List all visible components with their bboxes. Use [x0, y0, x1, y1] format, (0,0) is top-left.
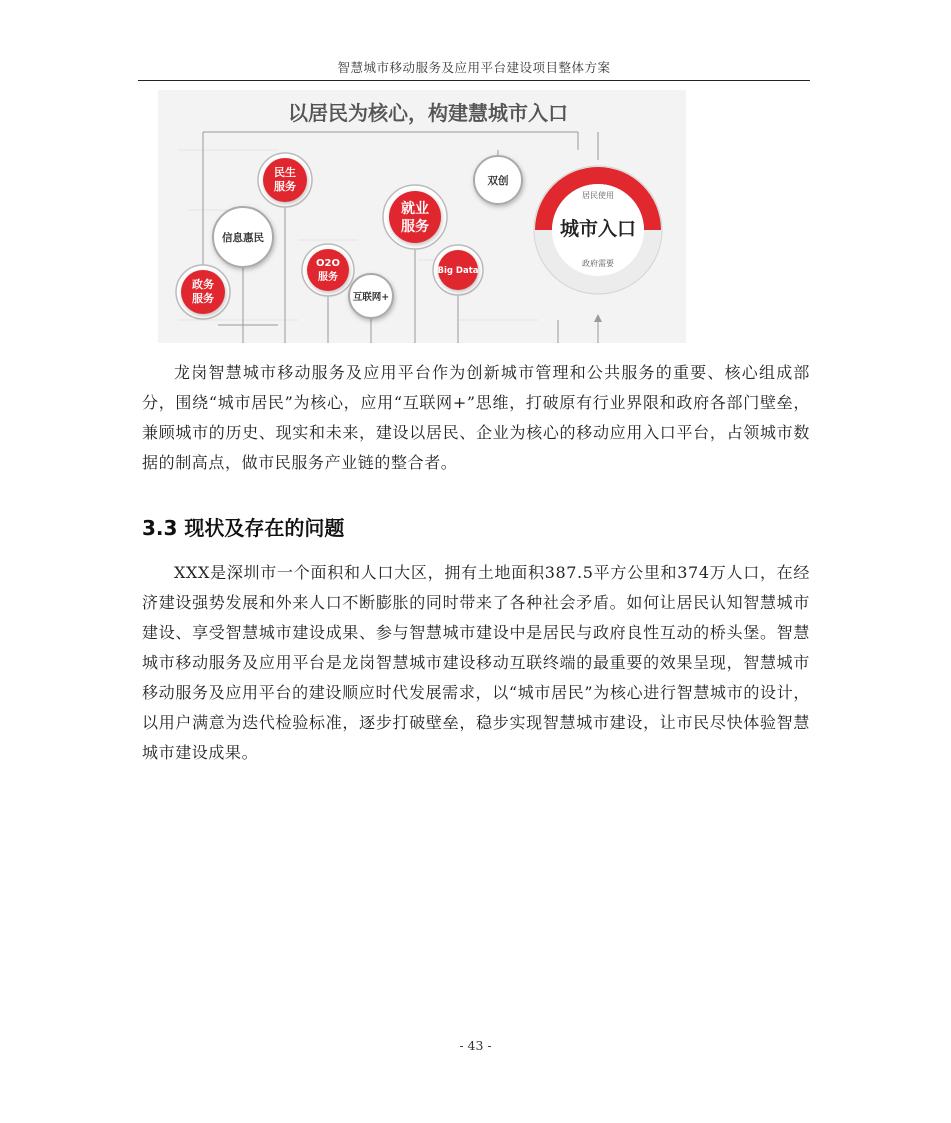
hub-city-entrance: [534, 166, 662, 294]
page-header: [138, 56, 810, 81]
section-number: 3.3: [142, 516, 178, 540]
figure-diagram: [158, 90, 686, 343]
node-xinxi-label: 信息惠民: [222, 232, 264, 244]
node-zhengwu-line2: 服务: [192, 292, 214, 305]
node-minsheng-line2: 服务: [274, 180, 296, 193]
node-hulianwang-label: 互联网+: [352, 292, 390, 303]
node-shuangchuang-label: 双创: [487, 175, 509, 187]
figure-title: 以居民为核心，构建慧城市入口: [288, 101, 568, 125]
node-hulianwang: [349, 274, 393, 318]
node-jiuye: [383, 185, 447, 249]
hub-top-label: 居民使用: [582, 191, 614, 200]
node-minsheng-line1: 民生: [274, 166, 296, 179]
node-jiuye-line1: 就业: [401, 201, 429, 217]
node-bigdata: [433, 245, 483, 295]
node-bigdata-label: Big Data: [437, 266, 479, 276]
header-title: 智慧城市移动服务及应用平台建设项目整体方案: [337, 60, 611, 75]
paragraph-intro: 龙岗智慧城市移动服务及应用平台作为创新城市管理和公共服务的重要、核心组成部分，围绕“城市居民”为核心，应用“互联网+”思维，打破原有行业界限和政府各部门壁垒，兼顾城市的历史、现实和未来，建设以居民、企业为核心的移动应用入口平台，占领城市数据的制高点，做市民服务产业链的整合者。: [142, 363, 810, 472]
node-jiuye-line2: 服务: [401, 219, 429, 235]
node-xinxi: [213, 207, 273, 267]
section-title: 现状及存在的问题: [184, 516, 345, 540]
node-zhengwu: [176, 265, 230, 319]
node-minsheng: [258, 153, 312, 207]
node-shuangchuang: [474, 156, 522, 204]
node-o2o-line2: 服务: [318, 272, 338, 283]
node-zhengwu-line1: 政务: [192, 278, 214, 291]
node-o2o: [302, 244, 354, 296]
figure-city-entrance: [158, 90, 686, 343]
hub-main-label: 城市入口: [559, 218, 637, 240]
node-o2o-line1: O2O: [316, 258, 340, 269]
page-number: - 43 -: [459, 1038, 492, 1053]
paragraph-status: XXX是深圳市一个面积和人口大区，拥有土地面积387.5平方公里和374万人口，在经济建设强势发展和外来人口不断膨胀的同时带来了各种社会矛盾。如何让居民认知智慧城市建设、享受智慧城市建设成果、参与智慧城市建设中是居民与政府良性互动的桥头堡。智慧城市移动服务及应用平台是龙岗智慧城市建设移动互联终端的最重要的效果呈现，智慧城市移动服务及应用平台的建设顺应时代发展需求，以“城市居民”为核心进行智慧城市的设计，以用户满意为迭代检验标准，逐步打破壁垒，稳步实现智慧城市建设，让市民尽快体验智慧城市建设成果。: [142, 563, 810, 762]
hub-bottom-label: 政府需要: [582, 259, 614, 268]
section-heading: [142, 512, 344, 541]
